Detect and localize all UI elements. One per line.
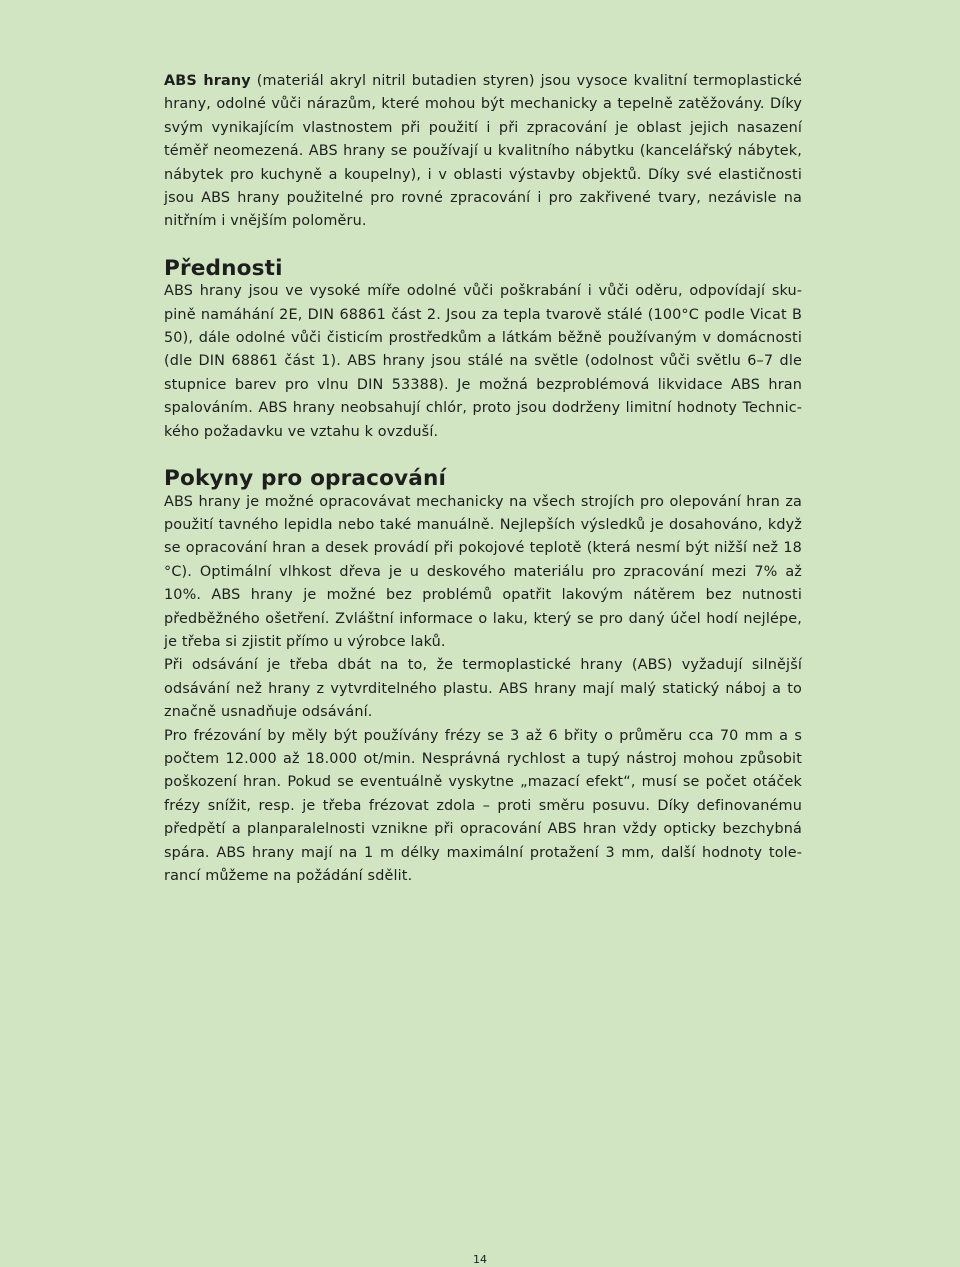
intro-paragraph [164,70,802,234]
document-body [164,70,802,888]
advantages-heading: Přednosti [164,255,283,281]
page-number: 14 [473,1253,487,1266]
processing-section [164,467,802,888]
intro-text: (materiál akryl nitril butadien styren) jsou vysoce kvalitní termoplastické hrany, odolné vůči nárazům, které mohou být mechanicky a tepelně zatěžovány. Díky svým vynikajícím vlastnostem při použití i při zpracování je oblast jejich nasazení téměř neomezená. ABS hrany se používají u kvalitního nábytku (kancelářský nábytek, nábytek pro kuchyně a koupelny), i v oblasti výstavby objektů. Díky své elastičnosti jsou ABS hrany použitelné pro rovné zpracování i pro zakřivené tvary, nezávisle na nitřním i vnějším poloměru. [164,73,802,230]
processing-paragraph: ABS hrany je možné opracovávat mechanicky na všech strojích pro olepování hran za použití tavného lepidla nebo také manuálně. Nejlepších výsledků je dosahováno, když se opracování hran a desek provádí při pokojové teplotě (která nesmí být nižší než 18 °C). Optimální vlhkost dřeva je u deskového materiálu pro zpracování mezi 7% až 10%. ABS hrany je možné bez problémů opatřit lakovým nátěrem bez nutnosti předběžného ošetření. Zvláštní informace o laku, který se pro daný účel hodí nejlépe, je třeba si zjistit přímo u výrobce laků. [164,493,802,650]
processing-paragraph: Pro frézování by měly být používány frézy se 3 až 6 břity o průměru cca 70 mm a s počtem 12.000 až 18.000 ot/min. Nesprávná rychlost a tupý nástroj mohou způsobit poškození hran. Pokud se eventuálně vyskytne „mazací efekt“, musí se počet otáček frézy snížit, resp. je třeba frézovat zdola – proti směru posuvu. Díky definovanému předpětí a planparalelnosti vznikne při opracování ABS hran vždy opticky bezchybná spára. ABS hrany mají na 1 m délky maximální protažení 3 mm, další hodnoty tolerancí můžeme na požádání sdělit. [164,727,802,884]
advantages-section [164,257,802,444]
intro-lead: ABS hrany [164,73,251,89]
processing-heading: Pokyny pro opracování [164,466,447,492]
advantages-paragraph: ABS hrany jsou ve vysoké míře odolné vůči poškrabání i vůči oděru, odpovídají skupině namáhání 2E, DIN 68861 část 2. Jsou za tepla tvarově stálé (100°C podle Vicat B 50), dále odolné vůči čisticím prostředkům a látkám běžně používaným v domácnosti (dle DIN 68861 část 1). ABS hrany jsou stálé na světle (odolnost vůči světlu 6–7 dle stupnice barev pro vlnu DIN 53388). Je možná bezproblémová likvidace ABS hran spalováním. ABS hrany neobsahují chlór, proto jsou dodrženy limitní hodnoty Technického požadavku ve vztahu k ovzduší. [164,283,802,440]
processing-paragraph: Při odsávání je třeba dbát na to, že termoplastické hrany (ABS) vyžadují silnější odsávání než hrany z vytvrditelného plastu. ABS hrany mají malý statický náboj a to značně usnadňuje odsávání. [164,657,802,721]
